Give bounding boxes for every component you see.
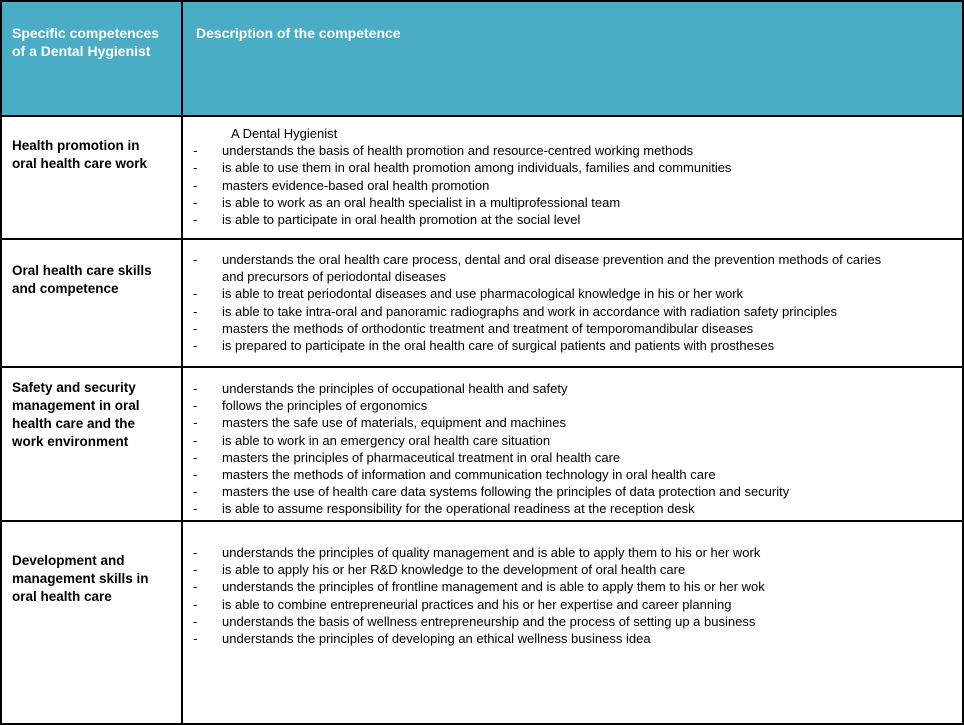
dash-bullet-marker: - [193, 449, 198, 465]
list-item [183, 177, 903, 194]
dash-bullet-marker: - [193, 432, 198, 448]
row-description [183, 240, 962, 366]
row-title: Oral health care skills and competence [2, 240, 183, 366]
description-lead-line: A Dental Hygienist [231, 126, 338, 141]
dash-bullet-marker: - [193, 579, 198, 595]
row-description [183, 117, 962, 238]
list-item-text: understands the principles of frontline management and is able to apply them to his or her wok [222, 579, 765, 595]
list-item-text: is able to treat periodontal diseases and use pharmacological knowledge in his or her work [222, 286, 744, 302]
bullet-list [183, 142, 903, 228]
list-item [183, 303, 903, 320]
list-item [183, 596, 903, 613]
header-cell-description: Description of the competence [196, 25, 401, 41]
dash-bullet-marker: - [193, 320, 198, 336]
bullet-list [183, 380, 903, 518]
row-description [183, 522, 962, 723]
row-title: Health promotion in oral health care work [2, 117, 183, 238]
bullet-list [183, 251, 903, 354]
list-item [183, 380, 903, 397]
list-item-text: masters the safe use of materials, equipment and machines [222, 415, 566, 431]
list-item [183, 320, 903, 337]
list-item [183, 159, 903, 176]
list-item [183, 544, 903, 561]
list-item [183, 466, 903, 483]
list-item [183, 578, 903, 595]
dash-bullet-marker: - [193, 562, 198, 578]
row-title: Development and management skills in oral health care [2, 522, 183, 723]
list-item-text: is able to assume responsibility for the operational readiness at the reception desk [222, 501, 695, 517]
dash-bullet-marker: - [193, 501, 198, 517]
list-item [183, 251, 903, 285]
dash-bullet-marker: - [193, 381, 198, 396]
dash-bullet-marker: - [193, 160, 198, 176]
list-item-text: is prepared to participate in the oral health care of surgical patients and patients with prostheses [222, 338, 775, 354]
list-item-text: is able to combine entrepreneurial practices and his or her expertise and career planning [222, 596, 732, 612]
list-item-text: is able to work as an oral health specialist in a multiprofessional team [222, 194, 621, 210]
dash-bullet-marker: - [193, 415, 198, 431]
list-item [183, 194, 903, 211]
list-item-text: is able to work in an emergency oral health care situation [222, 432, 551, 448]
list-item [183, 561, 903, 578]
dash-bullet-marker: - [193, 212, 198, 228]
list-item-text: understands the oral health care process, dental and oral disease prevention and the prevention methods of caries and precursors of periodontal diseases [222, 252, 882, 285]
header-cell-specific-competences: Specific competences of a Dental Hygienist [2, 2, 183, 115]
table-row-safety-security [2, 368, 962, 522]
list-item-text: understands the basis of wellness entrepreneurship and the process of setting up a business [222, 613, 756, 629]
list-item [183, 142, 903, 159]
list-item-text: is able to use them in oral health promotion among individuals, families and communities [222, 160, 732, 176]
table-header-row [2, 2, 962, 117]
table-row-development-management [2, 522, 962, 723]
dash-bullet-marker: - [193, 177, 198, 193]
row-title: Safety and security management in oral health care and the work environment [2, 368, 183, 520]
list-item [183, 483, 903, 500]
dash-bullet-marker: - [193, 545, 198, 560]
list-item-text: is able to apply his or her R&D knowledge to the development of oral health care [222, 562, 686, 578]
dash-bullet-marker: - [193, 252, 198, 267]
dash-bullet-marker: - [193, 596, 198, 612]
dash-bullet-marker: - [193, 467, 198, 483]
list-item [183, 630, 903, 647]
dash-bullet-marker: - [193, 398, 198, 414]
list-item [183, 211, 903, 228]
dash-bullet-marker: - [193, 303, 198, 319]
list-item-text: masters the methods of information and communication technology in oral health care [222, 467, 716, 483]
list-item-text: masters the principles of pharmaceutical treatment in oral health care [222, 449, 621, 465]
dash-bullet-marker: - [193, 484, 198, 500]
table-row-oral-health-skills [2, 240, 962, 368]
dash-bullet-marker: - [193, 631, 198, 647]
list-item-text: understands the basis of health promotion and resource-centred working methods [222, 143, 694, 159]
list-item-text: follows the principles of ergonomics [222, 398, 428, 414]
bullet-list [183, 544, 903, 647]
list-item-text: is able to participate in oral health promotion at the social level [222, 212, 581, 228]
list-item-text: masters the methods of orthodontic treatment and treatment of temporomandibular diseases [222, 320, 754, 336]
list-item [183, 449, 903, 466]
list-item-text: masters the use of health care data systems following the principles of data protection and security [222, 484, 790, 500]
list-item-text: understands the principles of developing an ethical wellness business idea [222, 631, 651, 647]
list-item [183, 397, 903, 414]
list-item-text: understands the principles of occupational health and safety [222, 381, 568, 396]
list-item-text: is able to take intra-oral and panoramic radiographs and work in accordance with radiation safety principles [222, 303, 837, 319]
row-description [183, 368, 962, 520]
list-item [183, 285, 903, 302]
list-item [183, 432, 903, 449]
list-item [183, 500, 903, 517]
dash-bullet-marker: - [193, 338, 198, 354]
dash-bullet-marker: - [193, 143, 198, 159]
dash-bullet-marker: - [193, 194, 198, 210]
list-item-text: understands the principles of quality management and is able to apply them to his or her work [222, 545, 761, 560]
dash-bullet-marker: - [193, 613, 198, 629]
dash-bullet-marker: - [193, 286, 198, 302]
list-item-text: masters evidence-based oral health promotion [222, 177, 490, 193]
list-item [183, 337, 903, 354]
list-item [183, 414, 903, 431]
table-row-health-promotion [2, 117, 962, 240]
list-item [183, 613, 903, 630]
